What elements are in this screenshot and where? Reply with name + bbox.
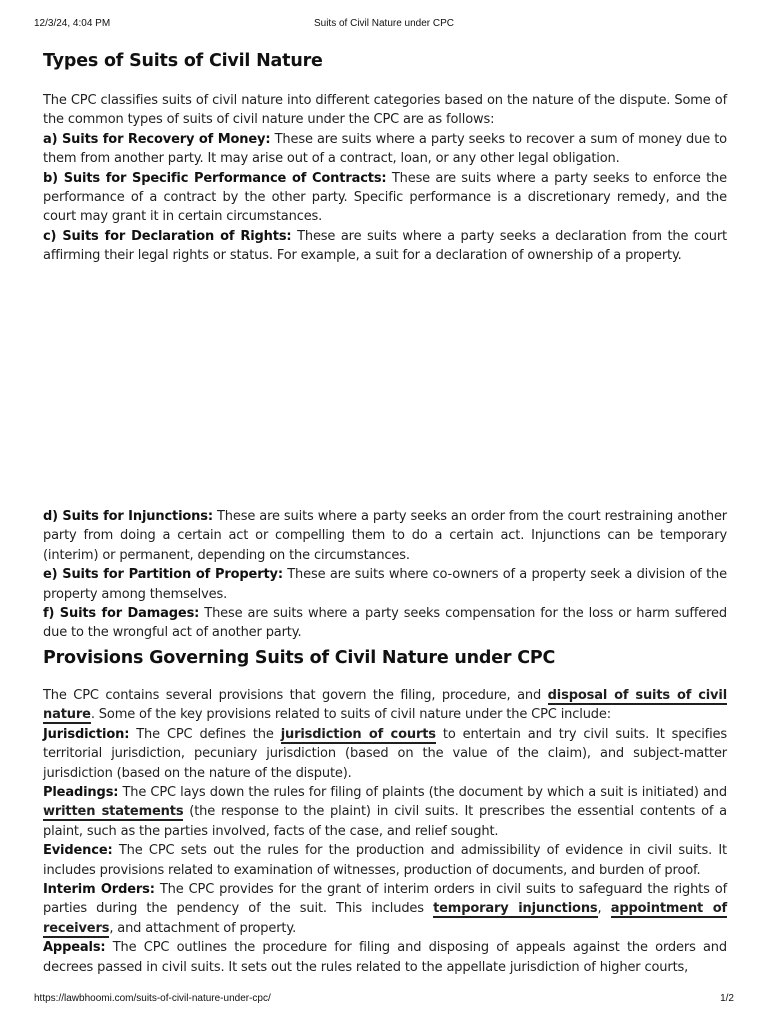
item-label: a) Suits for Recovery of Money: — [43, 131, 271, 147]
provision-text: , and attachment of property. — [109, 920, 297, 936]
provision-text: The CPC lays down the rules for filing of plaints (the document by which a suit is initiated) and — [118, 785, 727, 801]
section-heading-types: Types of Suits of Civil Nature — [43, 51, 323, 71]
list-item-declaration-of-rights — [43, 227, 727, 266]
print-page-number: 1/2 — [720, 993, 734, 1004]
provision-text: (the response to the plaint) in civil suits. It prescribes the essential contents of a plaint, such as the parties involved, facts of the case, and relief sought. — [43, 804, 727, 839]
link-appointment-of-receivers[interactable]: appointment of receivers — [43, 901, 727, 936]
section-types-continued — [43, 507, 727, 643]
print-datetime: 12/3/24, 4:04 PM — [34, 18, 111, 29]
paragraph-intro: The CPC classifies suits of civil nature into different categories based on the nature of the dispute. Some of the common types of suits of civil nature under the CPC are as follows: — [43, 93, 727, 128]
item-label: e) Suits for Partition of Property: — [43, 567, 283, 583]
link-jurisdiction-of-courts[interactable]: jurisdiction of courts — [280, 726, 436, 742]
item-label: d) Suits for Injunctions: — [43, 509, 213, 524]
link-temporary-injunctions[interactable]: temporary injunctions — [433, 901, 598, 917]
list-item-partition-of-property — [43, 565, 727, 604]
provision-label: Interim Orders: — [43, 882, 155, 898]
provision-appeals — [43, 938, 727, 977]
item-text: These are suits where a party seeks compensation for the loss or harm suffered due to the wrongful act of another party. — [43, 606, 727, 641]
print-page-title: Suits of Civil Nature under CPC — [313, 18, 455, 29]
list-item-injunctions — [43, 507, 727, 565]
provision-label: Evidence: — [43, 843, 113, 859]
provision-label: Jurisdiction: — [43, 726, 130, 742]
provision-interim-orders — [43, 880, 727, 938]
provision-text: , — [597, 901, 611, 917]
intro-text: . Some of the key provisions related to suits of civil nature under the CPC include: — [90, 707, 611, 723]
provision-text: The CPC outlines the procedure for filing and disposing of appeals against the orders and decrees passed in civil suits. It sets out the rules related to the appellate jurisdiction of higher courts, — [43, 940, 727, 975]
provision-text: to entertain and try civil suits. It specifies territorial jurisdiction, pecuniary jurisdiction (based on the value of the claim), and subject-matter jurisdiction (based on the nature of the dispute). — [43, 726, 728, 781]
provision-pleadings — [43, 783, 727, 841]
list-item-recovery-of-money — [43, 130, 727, 169]
provision-label: Appeals: — [43, 940, 106, 956]
item-text: These are suits where a party seeks to recover a sum of money due to them from another party. It may arise out of a contract, loan, or any other legal obligation. — [43, 131, 727, 167]
list-item-damages — [43, 604, 727, 643]
provision-evidence — [43, 841, 727, 880]
provision-label: Pleadings: — [43, 785, 119, 801]
section-heading-provisions: Provisions Governing Suits of Civil Nature under CPC — [43, 648, 556, 668]
link-written-statements[interactable]: written statements — [43, 804, 184, 820]
item-text: These are suits where a party seeks a declaration from the court affirming their legal rights or status. For example, a suit for a declaration of ownership of a property. — [43, 228, 727, 264]
item-label: c) Suits for Declaration of Rights: — [43, 228, 292, 244]
link-disposal-of-suits[interactable]: disposal of suits of civil nature — [43, 688, 727, 723]
provision-text: The CPC defines the — [129, 726, 281, 742]
provision-text: The CPC sets out the rules for the production and admissibility of evidence in civil suits. It includes provisions related to examination of witnesses, production of documents, and burden of proof. — [43, 843, 727, 878]
item-label: b) Suits for Specific Performance of Contracts: — [43, 170, 387, 186]
item-text: These are suits where a party seeks to enforce the performance of a contract by the other party. Specific performance is a discretionary remedy, and the court may grant it in certain circumstances. — [43, 170, 727, 225]
print-url: https://lawbhoomi.com/suits-of-civil-nature-under-cpc/ — [34, 993, 271, 1004]
paragraph-provisions-intro — [43, 686, 727, 725]
item-label: f) Suits for Damages: — [43, 606, 200, 622]
item-text: These are suits where a party seeks an order from the court restraining another party from doing a certain act or compelling them to do a certain act. Injunctions can be temporary (interim) or permanent, depending on the circumstances. — [43, 509, 728, 563]
provision-text: The CPC provides for the grant of interim orders in civil suits to safeguard the rights of parties during the pendency of the suit. This includes — [43, 882, 727, 917]
provision-jurisdiction — [43, 725, 727, 783]
print-footer — [34, 993, 734, 1007]
print-header — [34, 18, 734, 32]
item-text: These are suits where co-owners of a property seek a division of the property among themselves. — [43, 567, 727, 602]
intro-text: The CPC contains several provisions that govern the filing, procedure, and — [43, 688, 548, 703]
section-provisions — [43, 646, 727, 977]
list-item-specific-performance — [43, 169, 727, 227]
section-types-of-suits — [43, 49, 727, 266]
